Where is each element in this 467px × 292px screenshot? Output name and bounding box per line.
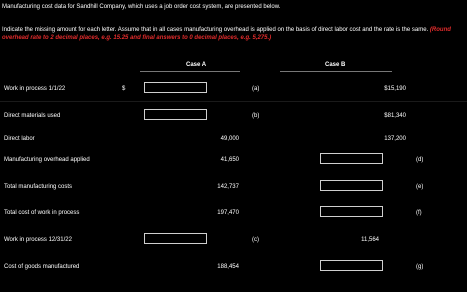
row-label-direct-labor: Direct labor [4,136,35,142]
case-b-header: Case B [325,62,346,68]
row-label-direct-materials: Direct materials used [4,113,61,119]
letter-c: (c) [252,237,259,243]
case-b-overhead-input[interactable] [320,153,383,164]
case-b-underline [280,71,392,72]
row-divider [0,101,467,102]
case-b-cogm-input[interactable] [320,260,383,271]
case-a-wip-begin-input[interactable] [144,82,207,93]
intro-text: Manufacturing cost data for Sandhill Company, which uses a job order cost system, are presented below. [2,4,281,10]
case-b-wip-begin-value: $15,190 [384,86,406,92]
row-label-cogm: Cost of goods manufactured [4,264,80,270]
row-label-wip-end: Work in process 12/31/22 [4,237,72,243]
case-a-header: Case A [186,62,207,68]
letter-b: (b) [252,113,260,119]
letter-e: (e) [416,184,424,190]
case-b-wip-end-value: 11,564 [361,237,379,243]
letter-g: (g) [416,264,424,270]
letter-f: (f) [416,210,422,216]
rounding-warning: (Round overhead rate to 2 decimal places, e.g. 15.25 and final answers to 0 decimal places, e.g. 5,275.) [2,27,451,41]
case-b-direct-labor-value: 137,200 [384,136,406,142]
letter-a: (a) [252,86,260,92]
case-a-direct-labor-value: 49,000 [220,136,239,142]
row-label-wip-begin: Work in process 1/1/22 [4,86,66,92]
letter-d: (d) [416,157,424,163]
case-a-direct-materials-input[interactable] [144,109,207,120]
case-a-overhead-value: 41,650 [220,157,239,163]
case-b-total-mfg-costs-input[interactable] [320,180,383,191]
case-a-underline [140,71,240,72]
case-a-total-mfg-costs-value: 142,737 [217,184,239,190]
row-label-overhead: Manufacturing overhead applied [4,157,90,163]
case-b-direct-materials-value: $81,340 [384,113,406,119]
case-a-total-wip-value: 197,470 [217,210,239,216]
instructions-text: Indicate the missing amount for each letter. Assume that in all cases manufacturing overhead is applied on the basis of direct labor cost and the rate is the same. [2,27,429,33]
row-label-total-wip: Total cost of work in process [4,210,80,216]
case-a-cogm-value: 188,454 [217,264,239,270]
case-a-wip-end-input[interactable] [144,233,207,244]
instructions [2,26,465,42]
currency-symbol: $ [122,86,126,92]
case-b-total-wip-input[interactable] [320,206,383,217]
row-label-total-mfg-costs: Total manufacturing costs [4,184,73,190]
